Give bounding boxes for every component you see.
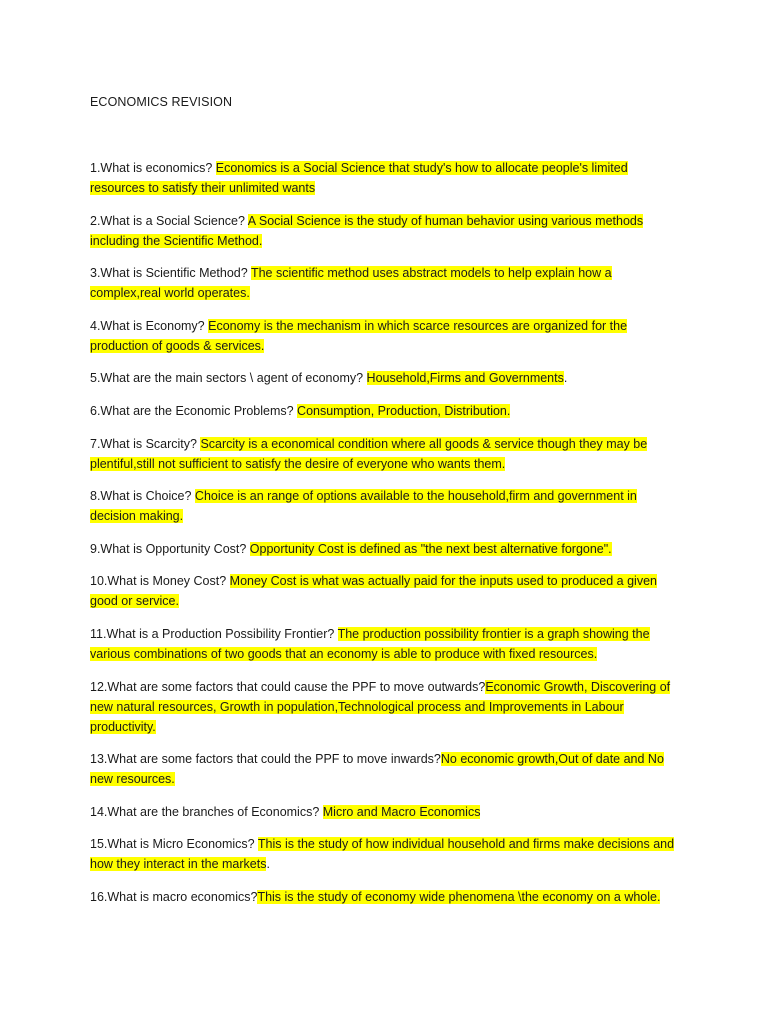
question-text: 3.What is Scientific Method? [90, 266, 251, 281]
answer-tail: . [266, 857, 270, 872]
question-text: 7.What is Scarcity? [90, 436, 201, 451]
list-item [90, 571, 680, 611]
highlighted-answer: Household,Firms and Governments [366, 371, 564, 386]
list-item [90, 401, 680, 421]
question-text: 14.What are the branches of Economics? [90, 804, 323, 819]
list-item [90, 211, 680, 251]
highlighted-answer: The production possibility frontier is a graph showing the various combinations of two goods that an economy is able to produce with fixed resources. [90, 626, 650, 661]
highlighted-answer: No economic growth,Out of date and No new resources. [90, 752, 664, 787]
highlighted-answer: Economy is the mechanism in which scarce resources are organized for the production of goods & services. [90, 318, 628, 353]
highlighted-answer: A Social Science is the study of human behavior using various methods including the Scientific Method. [90, 213, 644, 248]
list-item [90, 316, 680, 356]
list-item [90, 539, 680, 559]
question-text: 1.What is economics? [90, 161, 216, 175]
highlighted-answer: The scientific method uses abstract models to help explain how a complex,real world operates. [90, 266, 612, 301]
document-title: ECONOMICS REVISION [90, 95, 233, 109]
list-item [90, 749, 680, 789]
question-text: 8.What is Choice? [90, 489, 195, 504]
highlighted-answer: This is the study of economy wide phenomena \the economy on a whole. [257, 889, 661, 904]
question-text: 9.What is Opportunity Cost? [90, 541, 250, 556]
highlighted-answer: Economics is a Social Science that study's how to allocate people's limited resources to satisfy their unlimited wants [90, 161, 628, 195]
highlighted-answer: This is the study of how individual household and firms make decisions and how they interact in the markets [90, 837, 675, 872]
list-item [90, 624, 680, 664]
list-item [90, 486, 680, 526]
qa-list [90, 158, 680, 920]
question-text: 5.What are the main sectors \ agent of economy? [90, 371, 367, 386]
list-item [90, 887, 680, 907]
list-item [90, 834, 680, 874]
question-text: 12.What are some factors that could cause the PPF to move outwards? [90, 679, 486, 694]
question-text: 6.What are the Economic Problems? [90, 403, 298, 418]
question-text: 10.What is Money Cost? [90, 574, 230, 589]
question-text: 2.What is a Social Science? [90, 213, 248, 228]
answer-tail: . [563, 371, 568, 386]
question-text: 11.What is a Production Possibility Frontier? [90, 626, 338, 641]
list-item [90, 368, 680, 388]
list-item [90, 434, 680, 474]
list-item [90, 802, 680, 822]
highlighted-answer: Opportunity Cost is defined as "the next best alternative forgone". [249, 541, 612, 556]
list-item [90, 263, 680, 303]
question-text: 15.What is Micro Economics? [90, 837, 258, 852]
highlighted-answer: Choice is an range of options available to the household,firm and government in decision making. [90, 489, 637, 524]
list-item [90, 158, 680, 198]
highlighted-answer: Economic Growth, Discovering of new natural resources, Growth in population,Technological process and Improvements in Labour productivity. [90, 679, 671, 734]
highlighted-answer: Micro and Macro Economics [322, 804, 481, 819]
highlighted-answer: Money Cost is what was actually paid for the inputs used to produced a given good or service. [90, 574, 657, 609]
question-text: 13.What are some factors that could the PPF to move inwards? [90, 752, 441, 767]
list-item [90, 677, 680, 737]
question-text: 4.What is Economy? [90, 318, 209, 333]
question-text: 16.What is macro economics? [90, 889, 258, 904]
highlighted-answer: Consumption, Production, Distribution. [297, 403, 511, 418]
highlighted-answer: Scarcity is a economical condition where all goods & service though they may be plentiful,still not sufficient to satisfy the desire of everyone who wants them. [90, 436, 648, 471]
